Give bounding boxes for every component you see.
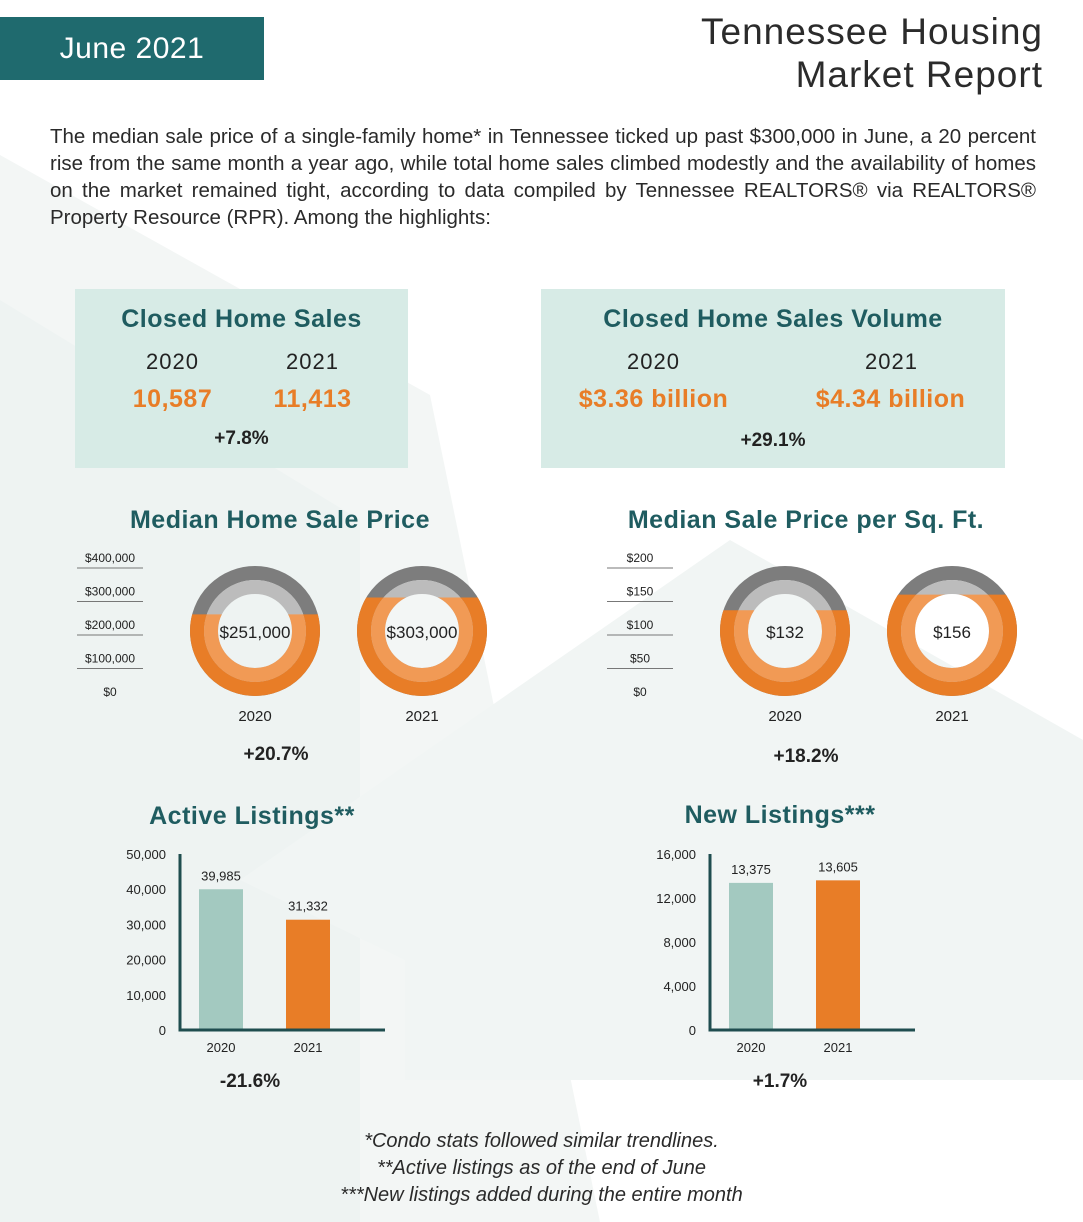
- report-title: [701, 10, 1043, 96]
- active-listings-bar-2021: [286, 920, 330, 1029]
- new-listings-ytick-label: 0: [688, 1023, 696, 1038]
- volume-year-2021: 2021: [865, 349, 918, 374]
- median-price-scale-label: $400,000: [84, 551, 136, 565]
- median-price-title: Median Home Sale Price: [129, 506, 430, 534]
- sqft-price-year-label-2021: 2021: [935, 708, 969, 725]
- active-listings-ytick-label: 40,000: [126, 882, 166, 898]
- median-price-value-label-2021: $303,000: [386, 623, 458, 642]
- new-listings-bar-label-2021: 13,605: [818, 859, 858, 875]
- sqft-price-scale-label: $100: [626, 618, 654, 632]
- median-price-scale-label: $100,000: [84, 651, 136, 666]
- closed-sales-volume-box: [541, 289, 1005, 468]
- sqft-price-scale-label: $0: [633, 685, 647, 699]
- closed-sales-volume-title: Closed Home Sales Volume: [603, 305, 943, 333]
- footnote-active: **Active listings as of the end of June: [376, 1157, 707, 1179]
- active-listings-category-label-2021: 2021: [293, 1040, 323, 1055]
- median-price-value-label-2020: $251,000: [219, 623, 291, 642]
- median-price-scale-label: $0: [103, 685, 117, 699]
- volume-value-2021: $4.34 billion: [815, 385, 966, 413]
- active-listings-change: -21.6%: [219, 1071, 281, 1092]
- median-price-chart: [70, 545, 490, 730]
- title-line-1: Tennessee Housing: [701, 11, 1043, 52]
- new-listings-ytick-label: 16,000: [656, 847, 696, 862]
- active-listings-category-label-2020: 2020: [206, 1040, 236, 1055]
- new-listings-bar-label-2020: 13,375: [731, 861, 771, 877]
- new-listings-chart: [630, 840, 920, 1060]
- new-listings-ytick-label: 8,000: [663, 935, 696, 950]
- title-line-2: Market Report: [795, 54, 1043, 95]
- active-listings-ytick-label: 20,000: [126, 952, 166, 968]
- median-price-change: +20.7%: [243, 744, 309, 765]
- median-price-scale-label: $300,000: [84, 584, 136, 599]
- footnote-condo: *Condo stats followed similar trendlines.: [364, 1130, 719, 1152]
- footnote-new: ***New listings added during the entire month: [340, 1184, 743, 1206]
- active-listings-bar-2020: [199, 889, 243, 1028]
- sqft-price-scale-label: $200: [626, 551, 654, 565]
- intro-paragraph: The median sale price of a single-family home* in Tennessee ticked up past $300,000 in June, a 20 percent rise from the same month a year ago, while total home sales climbed modestly and the availability of homes on the market remained tight, according to data compiled by Tennessee REALTORS® via REALTORS® Property Resource (RPR). Among the highlights:: [50, 125, 1036, 229]
- sqft-price-chart: [600, 545, 1020, 730]
- sqft-price-value-label-2021: $156: [933, 623, 971, 642]
- active-listings-bar-label-2021: 31,332: [288, 898, 328, 914]
- sqft-price-scale-label: $150: [626, 584, 654, 599]
- volume-year-2020: 2020: [627, 349, 680, 374]
- volume-value-2020: $3.36 billion: [578, 385, 729, 413]
- new-listings-ytick-label: 12,000: [656, 891, 696, 906]
- median-price-year-label-2021: 2021: [405, 708, 439, 725]
- new-listings-ytick-label: 4,000: [663, 979, 696, 994]
- new-listings-category-label-2020: 2020: [736, 1040, 766, 1055]
- volume-change: +29.1%: [740, 430, 806, 451]
- sqft-price-year-label-2020: 2020: [768, 708, 802, 725]
- report-date-badge: June 2021: [0, 17, 264, 80]
- sqft-price-change: +18.2%: [773, 746, 839, 767]
- new-listings-change: +1.7%: [752, 1071, 808, 1092]
- closed-sales-value-2020: 10,587: [132, 385, 213, 413]
- sqft-price-value-label-2020: $132: [766, 623, 804, 642]
- median-price-year-label-2020: 2020: [238, 708, 272, 725]
- closed-sales-value-2021: 11,413: [273, 385, 352, 413]
- active-listings-bar-label-2020: 39,985: [201, 868, 241, 884]
- closed-home-sales-title: Closed Home Sales: [121, 305, 362, 333]
- active-listings-ytick-label: 0: [158, 1023, 166, 1038]
- new-listings-category-label-2021: 2021: [823, 1040, 853, 1055]
- closed-sales-change: +7.8%: [214, 428, 269, 449]
- closed-sales-year-2020: 2020: [146, 349, 199, 374]
- closed-home-sales-box: [75, 289, 408, 468]
- new-listings-title: New Listings***: [684, 801, 876, 829]
- new-listings-bar-2020: [729, 883, 773, 1029]
- closed-sales-year-2021: 2021: [286, 349, 339, 374]
- sqft-price-title: Median Sale Price per Sq. Ft.: [627, 506, 985, 534]
- active-listings-title: Active Listings**: [149, 802, 355, 830]
- active-listings-ytick-label: 50,000: [126, 847, 166, 862]
- median-price-scale-label: $200,000: [84, 618, 136, 632]
- new-listings-bar-2021: [816, 880, 860, 1028]
- active-listings-ytick-label: 10,000: [126, 987, 166, 1003]
- sqft-price-scale-label: $50: [629, 651, 651, 666]
- active-listings-chart: [100, 840, 390, 1060]
- active-listings-ytick-label: 30,000: [126, 917, 166, 933]
